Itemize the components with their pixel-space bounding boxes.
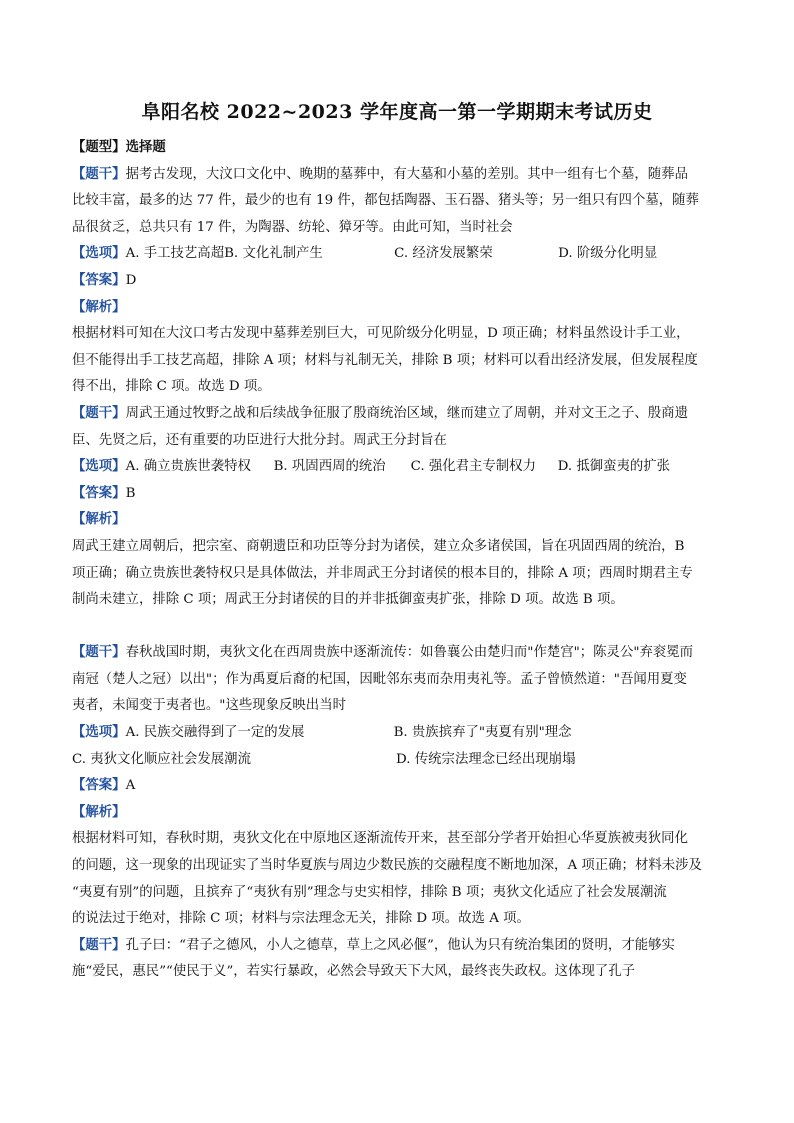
option-b: B. 巩固西周的统治 — [273, 459, 386, 475]
question-2-analysis-line-3: 制尚未建立，排除 C 项；周武王分封诸侯的目的并非抵御蛮夷扩张，排除 D 项。故选 B 项。 — [72, 592, 624, 608]
question-2-stem-line-1 — [72, 401, 724, 428]
option-a: A. 民族交融得到了一定的发展 — [125, 725, 305, 741]
question-1 — [72, 162, 724, 401]
question-3-analysis-line-2: 的问题，这一现象的出现证实了当时华夏族与周边少数民族的交融程度不断地加深，A 项正确；材料未涉及 — [72, 858, 702, 874]
question-3-analysis-line-3: “夷夏有别”的问题，且摈弃了“夷狄有别”理念与史实相悖，排除 B 项；夷狄文化适应了社会发展潮流 — [72, 884, 667, 900]
question-1-analysis-heading — [72, 295, 724, 322]
section-tag: 【题型】 — [72, 140, 126, 155]
question-2-analysis-heading — [72, 507, 724, 534]
question-3-analysis-line-1: 根据材料可知，春秋时期，夷狄文化在中原地区逐渐流传开来，甚至部分学者开始担心华夏族被夷狄同化 — [72, 831, 688, 847]
option-a: A. 手工技艺高超 — [125, 246, 225, 262]
document-body — [72, 135, 724, 986]
stem-tag: 【题干】 — [72, 937, 126, 953]
analysis-tag: 【解析】 — [72, 299, 126, 315]
stem-text: 据考古发现，大汶口文化中、晚期的墓葬中，有大墓和小墓的差别。其中一组有七个墓，随葬品 — [125, 166, 688, 182]
option-c: C. 强化君主专制权力 — [410, 459, 536, 475]
option-d: D. 抵御蛮夷的扩张 — [557, 459, 671, 475]
stem-text: 春秋战国时期，夷狄文化在西周贵族中逐渐流传：如鲁襄公由楚归而"作楚宫"；陈灵公"弃衮冕而 — [125, 645, 694, 661]
question-3-stem-line-1 — [72, 640, 724, 667]
answer-value: B — [125, 485, 136, 501]
options-tag: 【选项】 — [72, 725, 126, 741]
option-a: A. 确立贵族世袭特权 — [125, 459, 251, 475]
question-1-answer — [72, 268, 724, 295]
question-3-answer — [72, 773, 724, 800]
options-tag: 【选项】 — [72, 459, 126, 475]
analysis-tag: 【解析】 — [72, 512, 126, 528]
answer-tag: 【答案】 — [72, 272, 126, 288]
question-1-analysis-line-2: 但不能得出手工技艺高超，排除 A 项；材料与礼制无关，排除 B 项；材料可以看出经济发展，但发展程度 — [72, 352, 698, 368]
question-1-analysis-line-1: 根据材料可知在大汶口考古发现中墓葬差别巨大，可见阶级分化明显，D 项正确；材料虽然设计手工业， — [72, 326, 690, 342]
question-2-answer — [72, 481, 724, 508]
question-3-stem-line-2: 南冠（楚人之冠）以出"；作为禹夏后裔的杞国，因毗邻东夷而杂用夷礼等。孟子曾愤然道："吾闻用夏变 — [72, 671, 687, 687]
question-3-analysis-heading — [72, 800, 724, 827]
question-1-stem-line-3: 品很贫乏，总共只有 17 件，为陶器、纺轮、獐牙等。由此可知，当时社会 — [72, 219, 513, 235]
stem-tag: 【题干】 — [72, 166, 126, 182]
question-4 — [72, 933, 724, 986]
answer-value: D — [125, 272, 137, 288]
stem-text: 孔子曰：“君子之德风，小人之德草，草上之风必偃”，他认为只有统治集团的贤明，才能够实 — [125, 937, 675, 953]
answer-value: A — [125, 778, 136, 794]
section-label: 选择题 — [125, 140, 166, 155]
option-d: D. 阶级分化明显 — [558, 246, 658, 262]
stem-tag: 【题干】 — [72, 405, 126, 421]
option-c: C. 夷狄文化顺应社会发展潮流 — [72, 751, 251, 767]
question-3-options-row-1 — [72, 720, 724, 747]
options-tag: 【选项】 — [72, 246, 126, 262]
question-4-stem-line-1 — [72, 933, 724, 960]
question-1-analysis-line-3: 得不出，排除 C 项。故选 D 项。 — [72, 379, 271, 395]
question-4-stem-line-2: 施“爱民，惠民”“使民于义”，若实行暴政，必然会导致天下大风，最终丧失政权。这体现了孔子 — [72, 964, 636, 980]
analysis-tag: 【解析】 — [72, 804, 126, 820]
question-3 — [72, 640, 724, 933]
question-2-stem-line-2: 臣、先贤之后，还有重要的功臣进行大批分封。周武王分封旨在 — [72, 432, 447, 448]
option-b: B. 文化礼制产生 — [224, 246, 323, 262]
stem-text: 周武王通过牧野之战和后续战争征服了殷商统治区域，继而建立了周朝，并对文王之子、殷商遗 — [125, 405, 688, 421]
question-2-options — [72, 454, 724, 481]
question-1-stem-line-2: 比较丰富，最多的达 77 件，最少的也有 19 件，都包括陶器、玉石器、猪头等；另一组只有四个墓，随葬 — [72, 193, 699, 209]
option-c: C. 经济发展繁荣 — [394, 246, 493, 262]
question-3-stem-line-3: 夷者，未闻变于夷者也。"这些现象反映出当时 — [72, 698, 346, 714]
question-1-stem-line-1 — [72, 162, 724, 189]
stem-tag: 【题干】 — [72, 645, 126, 661]
blank-line — [72, 614, 724, 641]
section-heading — [72, 135, 724, 162]
answer-tag: 【答案】 — [72, 485, 126, 501]
option-d: D. 传统宗法理念已经出现崩塌 — [396, 751, 576, 767]
question-3-analysis-line-4: 的说法过于绝对，排除 C 项；材料与宗法理念无关，排除 D 项。故选 A 项。 — [72, 911, 530, 927]
option-b: B. 贵族摈弃了"夷夏有别"理念 — [393, 725, 572, 741]
question-3-options-row-2 — [72, 747, 724, 774]
question-2-analysis-line-1: 周武王建立周朝后，把宗室、商朝遗臣和功臣等分封为诸侯，建立众多诸侯国，旨在巩固西周的统治，B — [72, 538, 685, 554]
document-title: 阜阳名校 2022~2023 学年度高一第一学期期末考试历史 — [141, 101, 653, 123]
question-2 — [72, 401, 724, 614]
question-2-analysis-line-2: 项正确；确立贵族世袭特权只是具体做法，并非周武王分封诸侯的根本目的，排除 A 项；西周时期君主专 — [72, 565, 693, 581]
answer-tag: 【答案】 — [72, 778, 126, 794]
question-1-options — [72, 241, 724, 268]
